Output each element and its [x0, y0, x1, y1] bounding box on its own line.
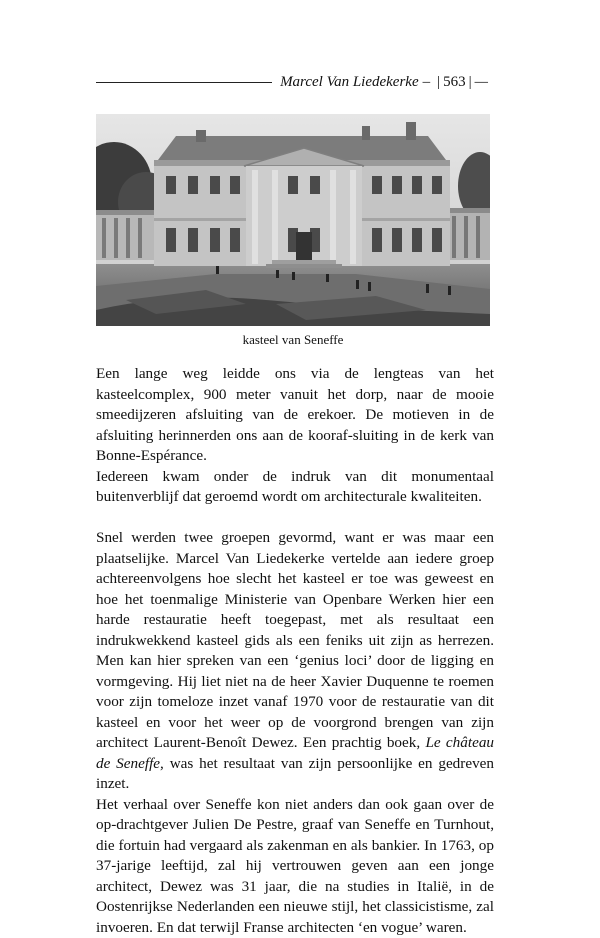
- body-text: [96, 364, 494, 938]
- book-title: Le château de Seneffe: [96, 734, 494, 772]
- paragraph-text: Snel werden twee groepen gevormd, want er was maar een plaatselijke. Marcel Van Liedekerke vertelde aan iedere groep achtereenvolgens hoe slecht het kasteel er toe was geweest en hoe het toenmalige Ministerie van Openbare Werken hier een harde restauratie heeft toegepast, met als resultaat een indrukwekkend kasteel gids als een feniks uit zijn as herrezen. Men kan hier spreken van een ‘genius loci’ door de ligging en vormgeving. Hij liet niet na de heer Xavier Duquenne te roemen voor zijn tomeloze inzet vanaf 1970 voor de restauratie van dit kasteel en voor het weer op de voorgrond brengen van zijn architect Laurent-Benoît Dewez. Een prachtig boek,: [96, 529, 494, 751]
- castle-illustration: [96, 114, 490, 326]
- header-bar-left: |: [437, 74, 440, 91]
- paragraph-text: , was het resultaat van zijn persoonlijke en gedreven inzet.: [96, 755, 494, 793]
- page-number: 563: [443, 74, 466, 91]
- header-separator: –: [423, 74, 431, 91]
- running-header: [96, 72, 488, 92]
- paragraph: [96, 528, 494, 795]
- header-end-dash: —: [475, 74, 488, 91]
- header-rule: [96, 82, 272, 83]
- castle-photo: [96, 114, 490, 326]
- paragraph: Een lange weg leidde ons via de lengteas van het kasteelcomplex, 900 meter vanuit het dorp, naar de mooie smeedijzeren afsluiting van de erekoer. De motieven in de afsluiting herinnerden ons aan de kooraf-sluiting in de kerk van Bonne-Espérance.: [96, 364, 494, 467]
- paragraph: Het verhaal over Seneffe kon niet anders dan ook gaan over de op-drachtgever Julien De Pestre, graaf van Seneffe en Turnhout, die fortuin had vergaard als zakenman en als bankier. In 1763, op 37-jarige leeftijd, zal hij vertrouwen geven aan een jonge architect, Dewez was 31 jaar, die na studies in Italië, in de Oostenrijkse Nederlanden een nieuwe stijl, het classicistisme, zal invoeren. En dat terwijl Franse architecten ‘en vogue’ waren.: [96, 795, 494, 938]
- paragraph: Iedereen kwam onder de indruk van dit monumentaal buitenverblijf dat geroemd wordt om architecturale kwaliteiten.: [96, 467, 494, 508]
- header-bar-right: |: [469, 74, 472, 91]
- photo-caption: kasteel van Seneffe: [96, 332, 490, 348]
- header-title: Marcel Van Liedekerke: [280, 74, 419, 91]
